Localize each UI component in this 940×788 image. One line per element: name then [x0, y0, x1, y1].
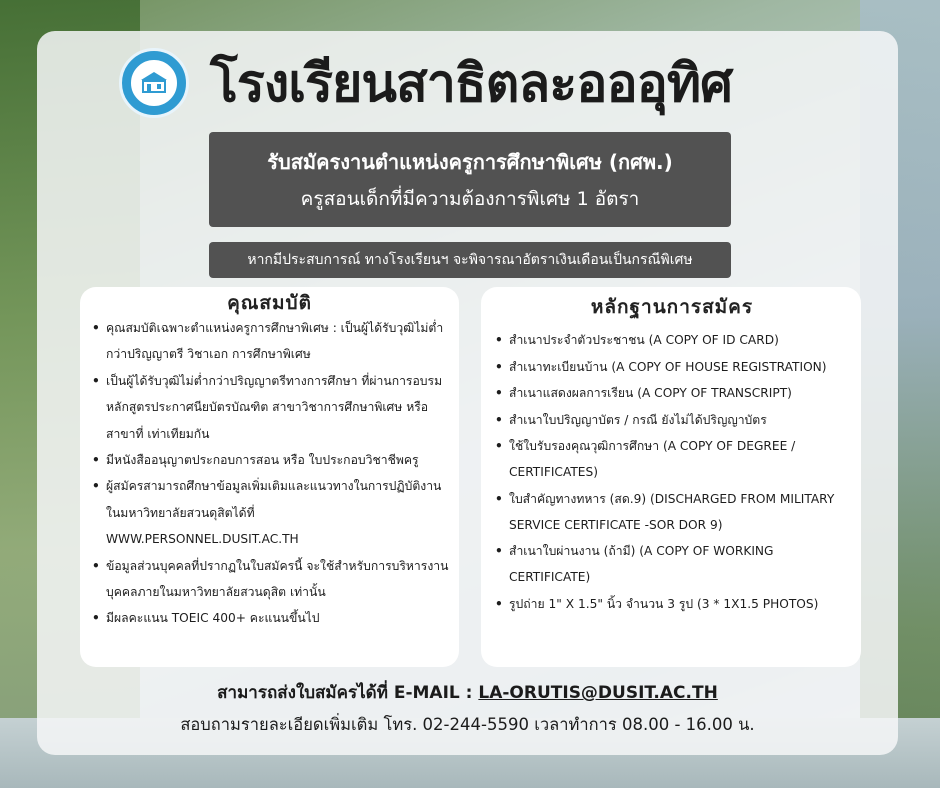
list-item: • สำเนาแสดงผลการเรียน (A COPY OF TRANSCRIPT) [493, 380, 851, 406]
list-item: • สำเนาใบผ่านงาน (ถ้ามี) (A COPY OF WORKING CERTIFICATE) [493, 538, 851, 590]
documents-card [481, 287, 861, 667]
list-item: • สำเนาใบปริญญาบัตร / กรณี ยังไม่ได้ปริญญาบัตร [493, 407, 851, 433]
email-link[interactable]: LA-ORUTIS@DUSIT.AC.TH [478, 683, 718, 703]
list-item: • สำเนาประจำตัวประชาชน (A COPY OF ID CARD) [493, 327, 851, 353]
list-item: • รูปถ่าย 1" X 1.5" นิ้ว จำนวน 3 รูป (3 * 1X1.5 PHOTOS) [493, 591, 851, 617]
list-item: • ใบสำคัญทางทหาร (สด.9) (DISCHARGED FROM MILITARY SERVICE CERTIFICATE -SOR DOR 9) [493, 486, 851, 538]
list-item: • สำเนาทะเบียนบ้าน (A COPY OF HOUSE REGISTRATION) [493, 354, 851, 380]
contact-line: สอบถามรายละเอียดเพิ่มเติม โทร. 02-244-5590 เวลาทำการ 08.00 - 16.00 น. [180, 715, 755, 734]
list-item: • ข้อมูลส่วนบุคคลที่ปรากฏในใบสมัครนี้ จะใช้สำหรับการบริหารงานบุคคลภายในมหาวิทยาลัยสวนดุสิต เท่านั้น [90, 553, 449, 606]
list-item: • มีหนังสืออนุญาตประกอบการสอน หรือ ใบประกอบวิชาชีพครู [90, 447, 449, 473]
email-line [37, 680, 898, 706]
school-name: โรงเรียนสาธิตละอออุทิศ [210, 54, 733, 114]
documents-list [493, 327, 851, 617]
job-title-box [209, 132, 731, 227]
school-logo [119, 48, 189, 118]
qualifications-card [80, 287, 459, 667]
job-subtitle: ครูสอนเด็กที่มีความต้องการพิเศษ 1 อัตรา [300, 188, 640, 210]
list-item: • ใช้ใบรับรองคุณวุฒิการศึกษา (A COPY OF DEGREE / CERTIFICATES) [493, 433, 851, 485]
email-label: สามารถส่งใบสมัครได้ที่ E-MAIL : [217, 683, 479, 703]
salary-note: หากมีประสบการณ์ ทางโรงเรียนฯ จะพิจารณาอัตราเงินเดือนเป็นกรณีพิเศษ [209, 242, 731, 278]
job-title: รับสมัครงานตำแหน่งครูการศึกษาพิเศษ (กศพ.) [267, 150, 673, 174]
documents-heading: หลักฐานการสมัคร [590, 296, 754, 318]
list-item: • เป็นผู้ได้รับวุฒิไม่ต่ำกว่าปริญญาตรีทางการศึกษา ที่ผ่านการอบรมหลักสูตรประกาศนียบัตรบัณฑิต สาขาวิชาการศึกษาพิเศษ หรือสาขาที่ เท่าเทียมกัน [90, 368, 449, 447]
list-item: • มีผลคะแนน TOEIC 400+ คะแนนขึ้นไป [90, 605, 449, 631]
qualifications-heading: คุณสมบัติ [227, 292, 312, 314]
building-icon [139, 70, 169, 96]
qualifications-list [90, 315, 449, 632]
list-item: • ผู้สมัครสามารถศึกษาข้อมูลเพิ่มเติมและแนวทางในการปฏิบัติงานในมหาวิทยาลัยสวนดุสิตได้ที่ WWW.PERSONNEL.DUSIT.AC.TH [90, 473, 449, 552]
list-item: • คุณสมบัติเฉพาะตำแหน่งครูการศึกษาพิเศษ : เป็นผู้ได้รับวุฒิไม่ต่ำกว่าปริญญาตรี วิชาเอก การศึกษาพิเศษ [90, 315, 449, 368]
